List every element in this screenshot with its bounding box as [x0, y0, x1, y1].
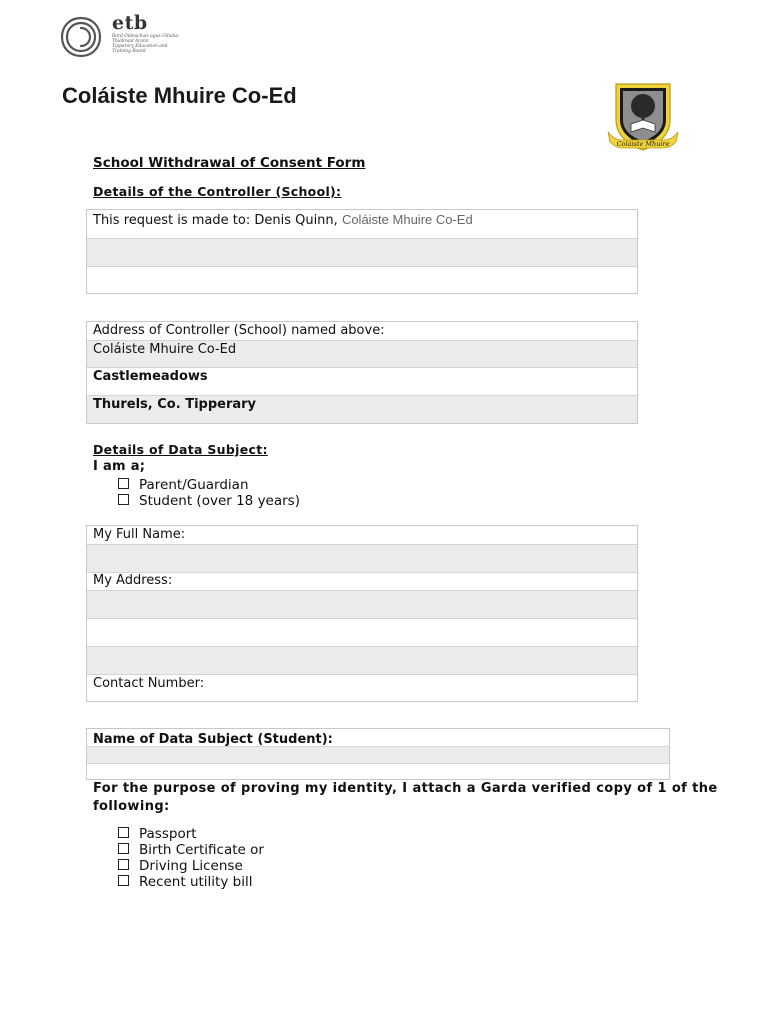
option-student-label: Student (over 18 years) [139, 493, 300, 509]
address-field-1[interactable] [87, 591, 637, 619]
etb-swirl-icon [56, 12, 106, 62]
option-birth-certificate-label: Birth Certificate or [139, 842, 264, 858]
option-parent-guardian-label: Parent/Guardian [139, 477, 249, 493]
address-field-label: My Address: [93, 573, 173, 588]
option-driving-license[interactable] [118, 858, 243, 874]
etb-logo [56, 12, 179, 62]
address-line-2-text: Castlemeadows [93, 369, 208, 384]
full-name-label: My Full Name: [93, 527, 186, 542]
option-passport-label: Passport [139, 826, 197, 842]
address-line-1[interactable] [87, 341, 637, 368]
address-line-2[interactable] [87, 368, 637, 396]
personal-details-table [86, 525, 638, 702]
address-line-3[interactable] [87, 396, 637, 423]
address-line-3-text: Thurels, Co. Tipperary [93, 397, 257, 412]
etb-subtitle: Bord Oideachais agus Oiliúna Thiobraid Árann Tipperary Education and Training Board [112, 34, 179, 54]
crest-motto: Coláiste Mhuire [616, 140, 670, 148]
student-name-field[interactable] [87, 747, 669, 764]
checkbox-icon[interactable] [118, 494, 129, 505]
contact-number-label: Contact Number: [93, 676, 205, 691]
controller-table [86, 209, 638, 294]
address-label-row [87, 322, 637, 341]
student-name-label-row [87, 729, 669, 747]
checkbox-icon[interactable] [118, 827, 129, 838]
data-subject-heading: Details of Data Subject: [93, 442, 268, 457]
request-row[interactable] [87, 210, 637, 239]
option-passport[interactable] [118, 826, 197, 842]
full-name-label-row [87, 526, 637, 545]
crest-icon [606, 80, 680, 154]
address-field-2[interactable] [87, 619, 637, 647]
address-line-1-text: Coláiste Mhuire Co-Ed [93, 342, 237, 357]
controller-heading: Details of the Controller (School): [93, 184, 342, 199]
checkbox-icon[interactable] [118, 859, 129, 870]
student-name-blank[interactable] [87, 764, 669, 779]
option-utility-bill-label: Recent utility bill [139, 874, 253, 890]
identity-purpose-text: For the purpose of proving my identity, I attach a Garda verified copy of 1 of the following: [93, 781, 718, 814]
i-am-label: I am a; [93, 459, 146, 474]
controller-blank-row-2[interactable] [87, 267, 637, 294]
etb-wordmark: etb [112, 12, 148, 34]
contact-number-row[interactable] [87, 675, 637, 703]
checkbox-icon[interactable] [118, 875, 129, 886]
controller-blank-row-1[interactable] [87, 239, 637, 267]
school-title: Coláiste Mhuire Co-Ed [62, 83, 297, 108]
student-name-label: Name of Data Subject (Student): [93, 732, 333, 747]
option-driving-license-label: Driving License [139, 858, 243, 874]
checkbox-icon[interactable] [118, 843, 129, 854]
option-utility-bill[interactable] [118, 874, 252, 890]
checkbox-icon[interactable] [118, 478, 129, 489]
request-label: This request is made to: Denis Quinn, [93, 213, 342, 228]
address-field-label-row [87, 573, 637, 591]
student-name-table [86, 728, 670, 780]
address-label: Address of Controller (School) named above: [93, 323, 385, 338]
option-student[interactable] [118, 493, 300, 509]
option-parent-guardian[interactable] [118, 477, 249, 493]
request-school: Coláiste Mhuire Co-Ed [341, 212, 473, 227]
full-name-field[interactable] [87, 545, 637, 573]
option-birth-certificate[interactable] [118, 842, 264, 858]
form-title: School Withdrawal of Consent Form [93, 155, 366, 171]
address-table [86, 321, 638, 424]
school-crest [606, 80, 680, 154]
address-field-3[interactable] [87, 647, 637, 675]
